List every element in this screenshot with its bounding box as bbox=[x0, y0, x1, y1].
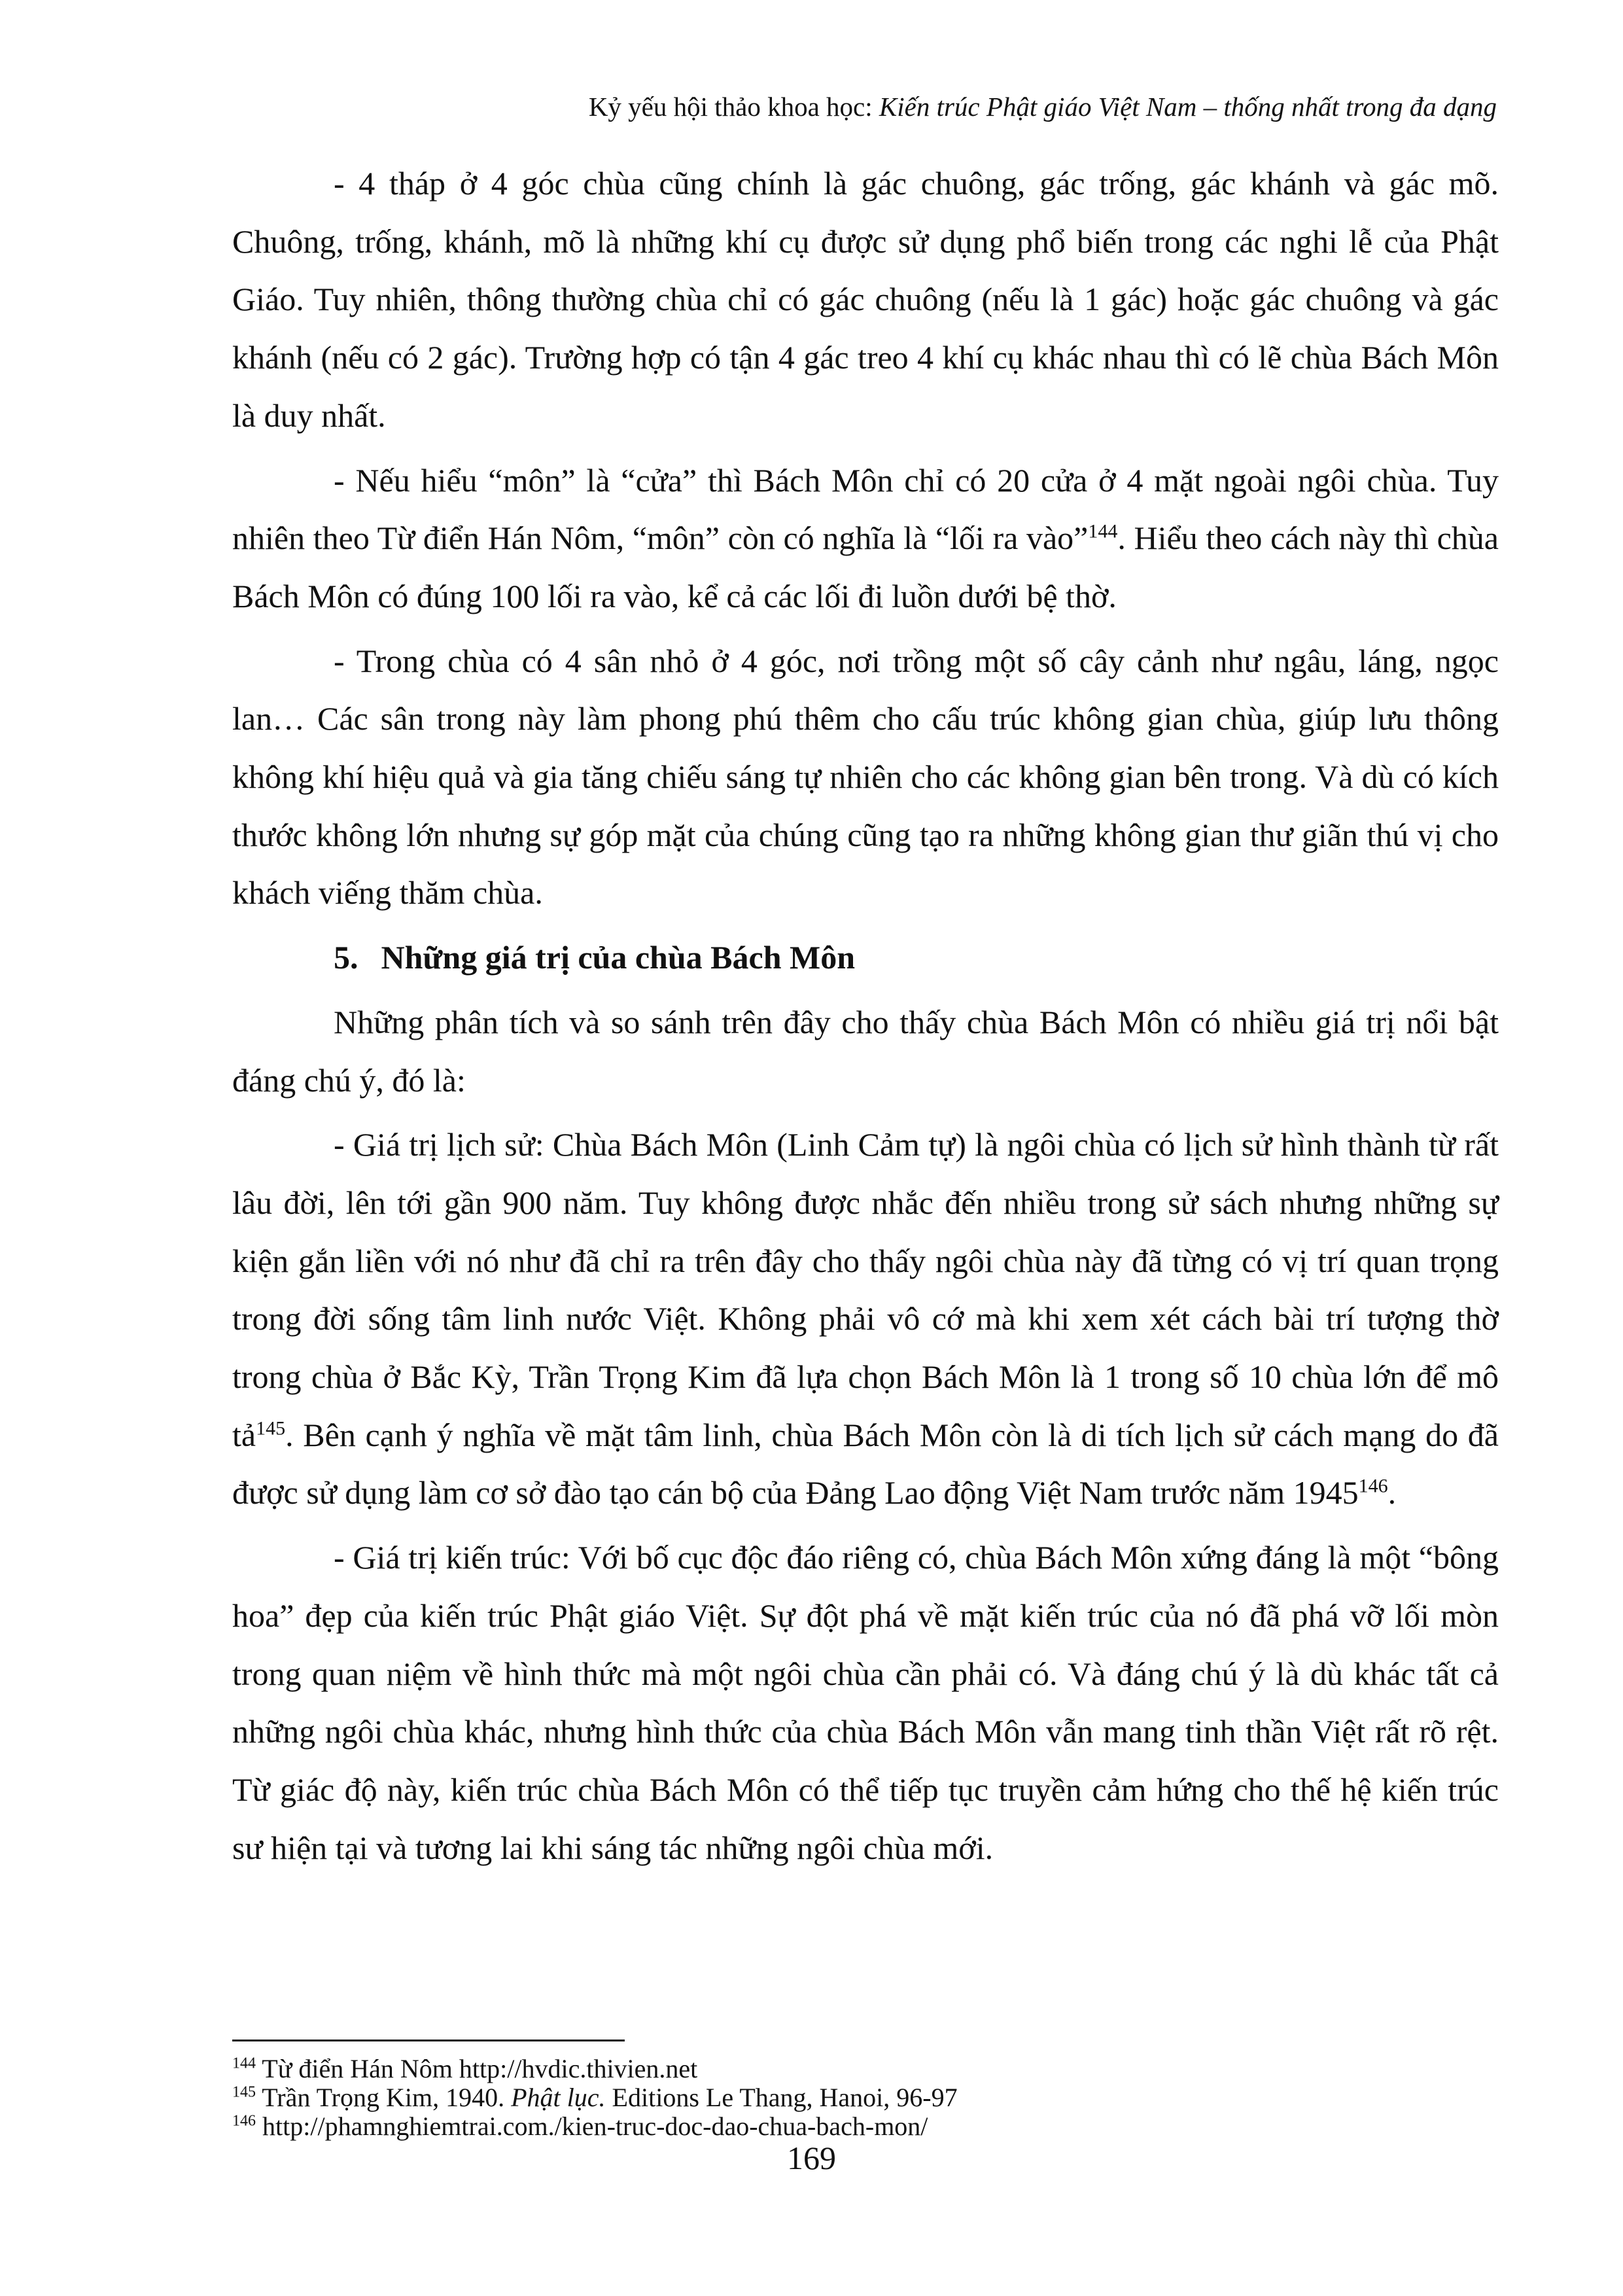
paragraph-courtyards: - Trong chùa có 4 sân nhỏ ở 4 góc, nơi trồng một số cây cảnh như ngâu, láng, ngọc lan… Các sân trong này làm phong phú thêm cho cấu trúc không gian chùa, giúp lưu thông không khí hiệu quả và gia tăng chiếu sáng tự nhiên cho các không gian bên trong. Và dù có kích thước không lớn nhưng sự góp mặt của chúng cũng tạo ra những không gian thư giãn thú vị cho khách viếng thăm chùa. bbox=[232, 642, 1499, 911]
paragraph-doors-text-b: . Hiểu theo cách này thì chùa Bách Môn có đúng 100 lối ra vào, kể cả các lối đi luồn dưới bệ thờ. bbox=[232, 520, 1499, 614]
footnote-146-number: 146 bbox=[232, 2112, 256, 2130]
paragraph-doors bbox=[232, 451, 1499, 626]
historical-value-text-a: - Giá trị lịch sử: Chùa Bách Môn (Linh Cảm tự) là ngôi chùa có lịch sử hình thành từ rất lâu đời, lên tới gần 900 năm. Tuy không được nhắc đến nhiều trong sử sách nhưng những sự kiện gắn liền với nó như đã chỉ ra trên đây cho thấy ngôi chùa này đã từng có vị trí quan trọng trong đời sống tâm linh nước Việt. Không phải vô cớ mà khi xem xét cách bài trí tượng thờ trong chùa ở Bắc Kỳ, Trần Trọng Kim đã lựa chọn Bách Môn là 1 trong số 10 chùa lớn để mô tả bbox=[232, 1126, 1499, 1453]
footnote-144-number: 144 bbox=[232, 2055, 256, 2072]
footnote-145-text-a: Trần Trọng Kim, 1940. bbox=[256, 2083, 512, 2112]
footnote-145-title: Phật lục. bbox=[511, 2083, 606, 2112]
page-number: 169 bbox=[787, 2140, 836, 2176]
paragraph-towers: - 4 tháp ở 4 góc chùa cũng chính là gác chuông, gác trống, gác khánh và gác mõ. Chuông, trống, khánh, mõ là những khí cụ được sử dụng phổ biến trong các nghi lễ của Phật Giáo. Tuy nhiên, thông thường chùa chỉ có gác chuông (nếu là 1 gác) hoặc gác chuông và gác khánh (nếu có 2 gác). Trường hợp có tận 4 gác treo 4 khí cụ khác nhau thì có lẽ chùa Bách Môn là duy nhất. bbox=[232, 165, 1499, 434]
section-heading-number: 5. bbox=[334, 939, 358, 976]
section-heading-title: Những giá trị của chùa Bách Môn bbox=[381, 939, 856, 976]
footnote-ref-146[interactable]: 146 bbox=[1358, 1475, 1388, 1497]
body-text bbox=[232, 154, 1499, 1883]
paragraph-doors-text-a: - Nếu hiểu “môn” là “cửa” thì Bách Môn chỉ có 20 cửa ở 4 mặt ngoài ngôi chùa. Tuy nhiên theo Từ điển Hán Nôm, “môn” còn có nghĩa là “lối ra vào” bbox=[232, 461, 1499, 557]
footnotes bbox=[232, 2055, 1499, 2141]
footnote-ref-145[interactable]: 145 bbox=[256, 1417, 286, 1439]
running-header bbox=[123, 90, 1497, 123]
header-title: Kiến trúc Phật giáo Việt Nam – thống nhất trong đa dạng bbox=[879, 92, 1497, 122]
footnote-divider bbox=[232, 2040, 625, 2041]
section-heading bbox=[232, 928, 1499, 987]
footnote-145-number: 145 bbox=[232, 2083, 256, 2101]
paragraph-intro-values: Những phân tích và so sánh trên đây cho thấy chùa Bách Môn có nhiều giá trị nổi bật đáng chú ý, đó là: bbox=[232, 1003, 1499, 1099]
header-prefix: Kỷ yếu hội thảo khoa học: bbox=[588, 92, 879, 122]
historical-value-text-b: . Bên cạnh ý nghĩa về mặt tâm linh, chùa Bách Môn còn là di tích lịch sử cách mạng do đã được sử dụng làm cơ sở đào tạo cán bộ của Đảng Lao động Việt Nam trước năm 1945 bbox=[232, 1416, 1499, 1511]
footnote-145-text-b: Editions Le Thang, Hanoi, 96-97 bbox=[605, 2083, 958, 2112]
footnote-ref-144[interactable]: 144 bbox=[1088, 520, 1118, 542]
footnote-146-link[interactable]: http://phamnghiemtrai.com./kien-truc-doc-dao-chua-bach-mon/ bbox=[256, 2111, 928, 2141]
footnote-145 bbox=[232, 2083, 1499, 2112]
paragraph-historical-value bbox=[232, 1116, 1499, 1522]
footnote-144-text[interactable]: Từ điển Hán Nôm http://hvdic.thivien.net bbox=[256, 2054, 698, 2083]
historical-value-text-c: . bbox=[1387, 1474, 1397, 1511]
paragraph-architectural-value: - Giá trị kiến trúc: Với bố cục độc đáo riêng có, chùa Bách Môn xứng đáng là một “bông hoa” đẹp của kiến trúc Phật giáo Việt. Sự đột phá về mặt kiến trúc của nó đã phá vỡ lối mòn trong quan niệm về hình thức mà một ngôi chùa cần phải có. Và đáng chú ý là dù khác tất cả những ngôi chùa khác, nhưng hình thức của chùa Bách Môn vẫn mang tinh thần Việt rất rõ rệt. Từ giác độ này, kiến trúc chùa Bách Môn có thể tiếp tục truyền cảm hứng cho thế hệ kiến trúc sư hiện tại và tương lai khi sáng tác những ngôi chùa mới. bbox=[232, 1539, 1499, 1866]
footnote-146 bbox=[232, 2112, 1499, 2141]
footnote-144 bbox=[232, 2055, 1499, 2083]
